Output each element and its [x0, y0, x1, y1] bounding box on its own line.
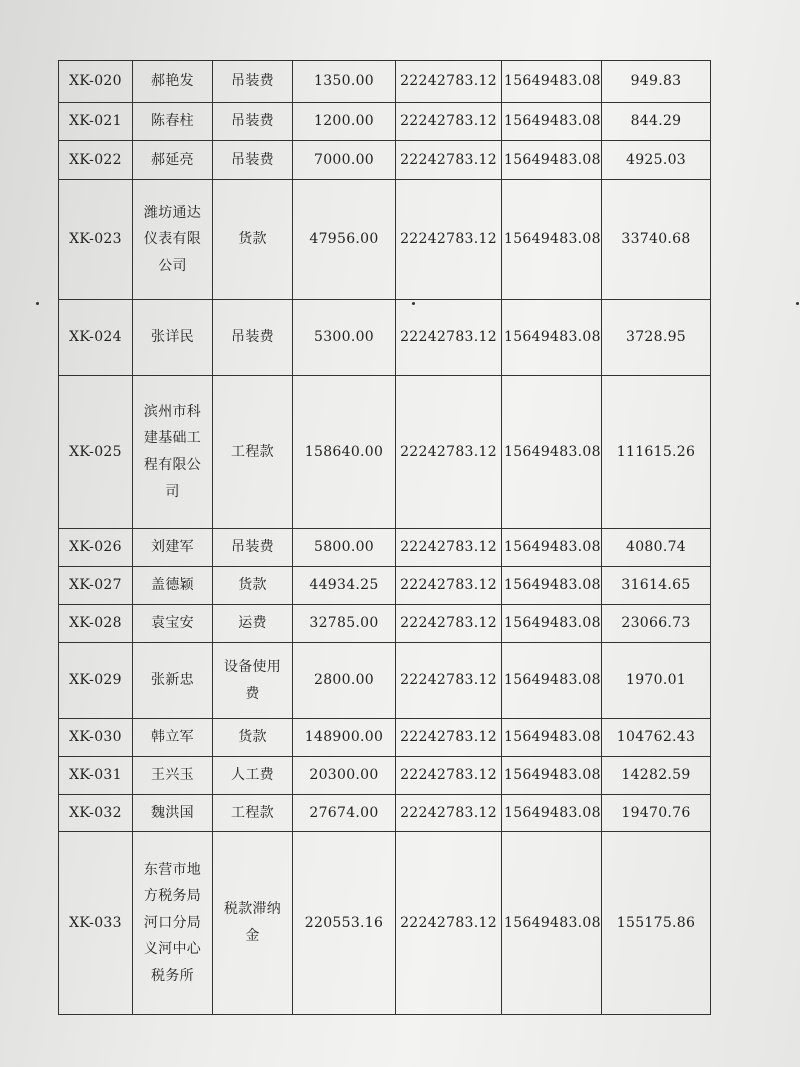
payment-amount: 220553.16	[293, 832, 396, 1015]
total-value-a: 22242783.12	[396, 180, 502, 300]
payee-name: 潍坊通达仪表有限公司	[133, 180, 213, 300]
table-row	[59, 567, 711, 605]
table-row	[59, 61, 711, 103]
table-row	[59, 832, 711, 1015]
payee-name: 刘建军	[133, 529, 213, 567]
total-value-a: 22242783.12	[396, 757, 502, 795]
computed-result: 3728.95	[602, 300, 711, 376]
payee-name: 韩立军	[133, 719, 213, 757]
table-row	[59, 643, 711, 719]
entry-id: XK-024	[59, 300, 133, 376]
payee-name: 陈春柱	[133, 103, 213, 141]
payee-name: 滨州市科建基础工程有限公司	[133, 376, 213, 529]
payment-amount: 1350.00	[293, 61, 396, 103]
payment-type: 货款	[213, 180, 293, 300]
entry-id: XK-026	[59, 529, 133, 567]
payee-name: 张新忠	[133, 643, 213, 719]
total-value-a: 22242783.12	[396, 567, 502, 605]
payment-type: 货款	[213, 567, 293, 605]
table-row	[59, 757, 711, 795]
total-value-a: 22242783.12	[396, 61, 502, 103]
computed-result: 111615.26	[602, 376, 711, 529]
total-value-b: 15649483.08	[502, 719, 602, 757]
computed-result: 33740.68	[602, 180, 711, 300]
table-row	[59, 103, 711, 141]
computed-result: 1970.01	[602, 643, 711, 719]
entry-id: XK-033	[59, 832, 133, 1015]
entry-id: XK-023	[59, 180, 133, 300]
payment-amount: 5800.00	[293, 529, 396, 567]
total-value-b: 15649483.08	[502, 643, 602, 719]
total-value-a: 22242783.12	[396, 719, 502, 757]
payment-type: 吊装费	[213, 529, 293, 567]
ledger-table	[58, 60, 711, 1015]
computed-result: 14282.59	[602, 757, 711, 795]
payment-type: 吊装费	[213, 300, 293, 376]
total-value-a: 22242783.12	[396, 643, 502, 719]
payment-amount: 5300.00	[293, 300, 396, 376]
payment-type: 吊装费	[213, 61, 293, 103]
total-value-b: 15649483.08	[502, 832, 602, 1015]
table-row	[59, 795, 711, 832]
payee-name: 郝艳发	[133, 61, 213, 103]
payment-amount: 32785.00	[293, 605, 396, 643]
total-value-a: 22242783.12	[396, 141, 502, 180]
payee-name: 魏洪国	[133, 795, 213, 832]
computed-result: 844.29	[602, 103, 711, 141]
payee-name: 东营市地方税务局河口分局义河中心税务所	[133, 832, 213, 1015]
total-value-b: 15649483.08	[502, 529, 602, 567]
total-value-b: 15649483.08	[502, 376, 602, 529]
total-value-b: 15649483.08	[502, 757, 602, 795]
computed-result: 949.83	[602, 61, 711, 103]
payment-amount: 7000.00	[293, 141, 396, 180]
entry-id: XK-021	[59, 103, 133, 141]
total-value-a: 22242783.12	[396, 832, 502, 1015]
total-value-a: 22242783.12	[396, 103, 502, 141]
payment-amount: 47956.00	[293, 180, 396, 300]
payment-type: 吊装费	[213, 103, 293, 141]
total-value-b: 15649483.08	[502, 180, 602, 300]
payee-name: 张详民	[133, 300, 213, 376]
table-row	[59, 141, 711, 180]
payment-type: 设备使用费	[213, 643, 293, 719]
table-row	[59, 605, 711, 643]
payment-amount: 158640.00	[293, 376, 396, 529]
total-value-a: 22242783.12	[396, 300, 502, 376]
total-value-a: 22242783.12	[396, 605, 502, 643]
entry-id: XK-022	[59, 141, 133, 180]
total-value-a: 22242783.12	[396, 529, 502, 567]
payment-amount: 20300.00	[293, 757, 396, 795]
total-value-b: 15649483.08	[502, 141, 602, 180]
scan-speck	[796, 302, 799, 305]
table-row	[59, 529, 711, 567]
total-value-b: 15649483.08	[502, 605, 602, 643]
payee-name: 盖德颖	[133, 567, 213, 605]
entry-id: XK-027	[59, 567, 133, 605]
payee-name: 王兴玉	[133, 757, 213, 795]
computed-result: 104762.43	[602, 719, 711, 757]
payment-type: 人工费	[213, 757, 293, 795]
computed-result: 19470.76	[602, 795, 711, 832]
table-row	[59, 300, 711, 376]
computed-result: 4080.74	[602, 529, 711, 567]
payment-type: 税款滞纳金	[213, 832, 293, 1015]
total-value-b: 15649483.08	[502, 103, 602, 141]
entry-id: XK-028	[59, 605, 133, 643]
payment-amount: 1200.00	[293, 103, 396, 141]
total-value-b: 15649483.08	[502, 61, 602, 103]
entry-id: XK-031	[59, 757, 133, 795]
computed-result: 23066.73	[602, 605, 711, 643]
computed-result: 4925.03	[602, 141, 711, 180]
payee-name: 袁宝安	[133, 605, 213, 643]
computed-result: 155175.86	[602, 832, 711, 1015]
table-row	[59, 180, 711, 300]
total-value-b: 15649483.08	[502, 300, 602, 376]
entry-id: XK-030	[59, 719, 133, 757]
entry-id: XK-029	[59, 643, 133, 719]
payment-amount: 44934.25	[293, 567, 396, 605]
payment-amount: 27674.00	[293, 795, 396, 832]
entry-id: XK-025	[59, 376, 133, 529]
payment-type: 货款	[213, 719, 293, 757]
total-value-a: 22242783.12	[396, 795, 502, 832]
payment-type: 工程款	[213, 795, 293, 832]
payment-type: 运费	[213, 605, 293, 643]
computed-result: 31614.65	[602, 567, 711, 605]
payment-amount: 148900.00	[293, 719, 396, 757]
payment-type: 工程款	[213, 376, 293, 529]
entry-id: XK-032	[59, 795, 133, 832]
entry-id: XK-020	[59, 61, 133, 103]
payee-name: 郝延亮	[133, 141, 213, 180]
total-value-a: 22242783.12	[396, 376, 502, 529]
payment-amount: 2800.00	[293, 643, 396, 719]
total-value-b: 15649483.08	[502, 795, 602, 832]
table-row	[59, 719, 711, 757]
scan-speck	[36, 302, 39, 305]
table-row	[59, 376, 711, 529]
total-value-b: 15649483.08	[502, 567, 602, 605]
payment-type: 吊装费	[213, 141, 293, 180]
